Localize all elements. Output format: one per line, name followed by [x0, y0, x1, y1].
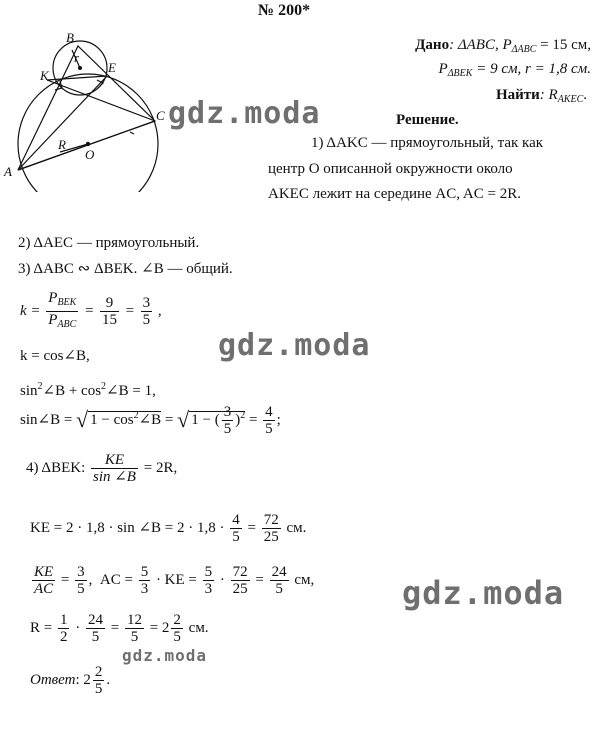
watermark: gdz.moda	[402, 574, 565, 612]
step-1-line-3: AKEC лежит на середине AC, AC = 2R.	[268, 186, 521, 202]
ratio-ac-equation: $\frac{KE}{AC}$ = $\frac{3}{5}$ , AC = $\frac{5}{3}$ · KE = $\frac{5}{3}$ · $\frac{72}{25}$ = $\frac{24}{5}$ см,	[34, 564, 315, 597]
r-equation: R = $\frac{1}{2}$ · $\frac{24}{5}$ = $\frac{12}{5}$ = 2 $\frac{2}{5}$ см.	[30, 612, 209, 645]
label-o: O	[85, 147, 95, 162]
problem-number: № 200*	[258, 2, 311, 19]
solution-title: Решение.	[396, 112, 459, 128]
label-r-small: r	[74, 50, 80, 65]
given-line-2: $P_{\Delta BEK} = 9$ см, r = 1,8 см.	[438, 61, 591, 79]
step-4: 4) ΔBEK: $\frac{KE}{\sin \angle B}$ = 2R,	[26, 452, 178, 485]
answer: Ответ: 2 $\frac{2}{5}$ .	[30, 664, 111, 697]
sin-equation: sin∠B = √ $1 - \cos^2\angle B$ = √ 1 − ( $\frac{3}{5}$ )$^2$ = $\frac{4}{5}$ ;	[20, 404, 281, 437]
label-r-big: R	[58, 137, 66, 152]
trig-identity: $\sin^2\angle B$ + $\cos^2\angle B = 1$,	[20, 381, 156, 399]
label-b: B	[66, 30, 74, 45]
label-k: K	[40, 68, 49, 83]
label-a: A	[4, 164, 12, 179]
step-3: 3) ΔABC ∾ ΔBEK. ∠B — общий.	[18, 261, 233, 277]
circumcircle	[18, 74, 158, 192]
ke-equation: KE = 2 · 1,8 · sin ∠B = 2 · 1,8 · $\frac{4}{5}$ = $\frac{72}{25}$ см.	[30, 512, 307, 545]
watermark: gdz.moda	[168, 96, 321, 131]
k-cos-equation: k = cos∠B,	[20, 348, 90, 364]
step-1-line-2: центр O описанной окружности около	[268, 161, 513, 177]
watermark: gdz.moda	[218, 328, 371, 363]
find-line: Найти: $R_{AKEC}$.	[495, 87, 587, 105]
step-1-line-1: 1) ΔAKC — прямоугольный, так как	[311, 135, 544, 151]
geometry-figure	[0, 22, 190, 192]
watermark: gdz.moda	[122, 646, 208, 665]
label-e: E	[108, 60, 116, 75]
given-line-1: Дано: ΔABC, $P_{\Delta ABC} = 15$ см,	[415, 37, 591, 55]
center-o-dot	[86, 142, 90, 146]
k-ratio-equation: k = $\frac{P_{BEK}}{P_{ABC}}$ = $\frac{9}{15}$ = $\frac{3}{5}$ ,	[20, 290, 162, 330]
label-c: C	[156, 108, 165, 123]
segment-ke	[47, 76, 107, 80]
step-2: 2) ΔAEC — прямоугольный.	[18, 235, 200, 251]
